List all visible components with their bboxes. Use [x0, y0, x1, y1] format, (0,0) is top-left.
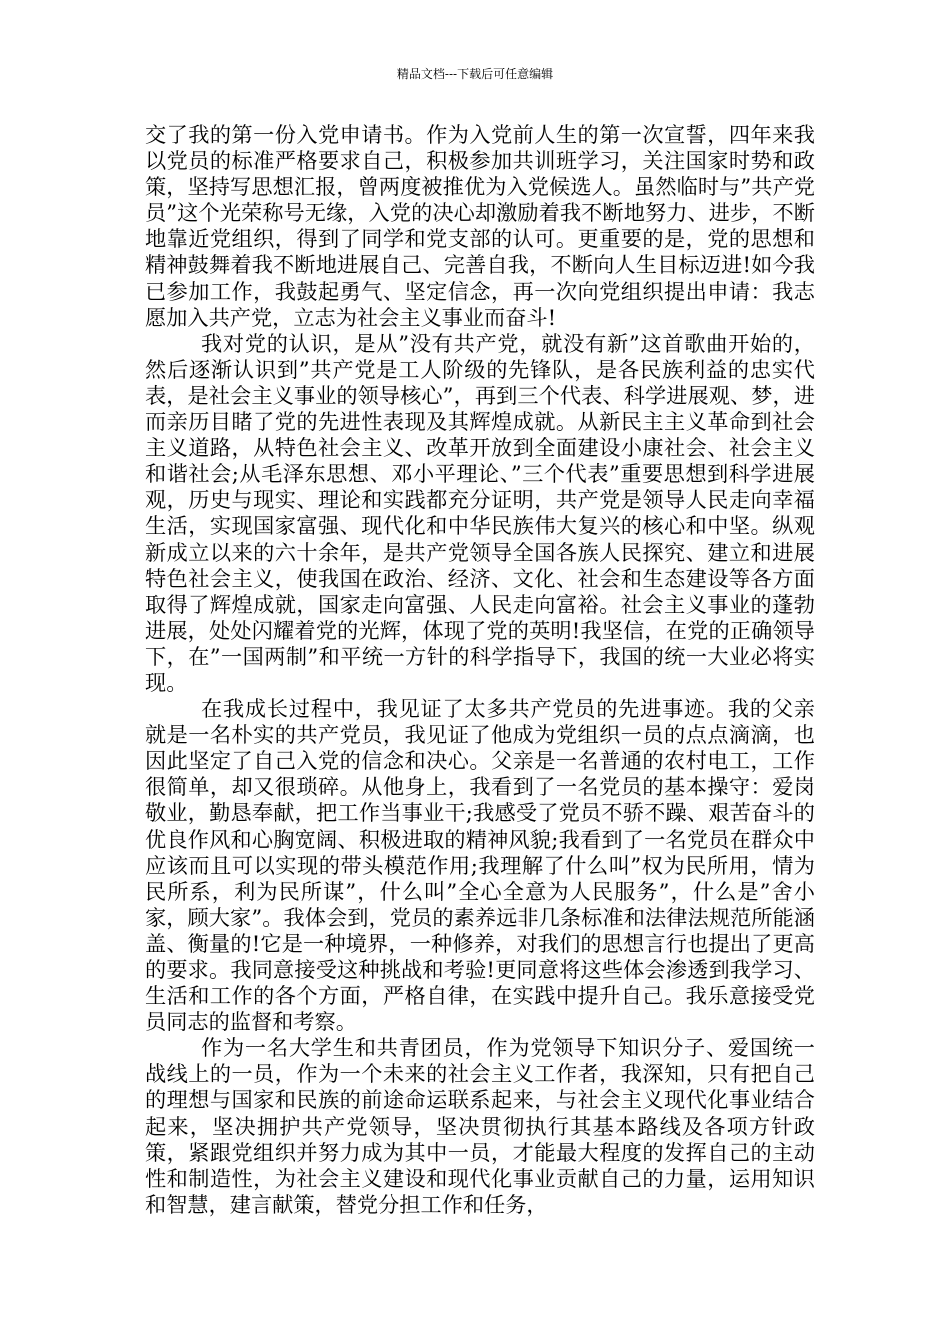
- document-body: [145, 122, 815, 1218]
- paragraph-2: 我对党的认识，是从”没有共产党，就没有新”这首歌曲开始的，然后逐渐认识到”共产党是工人阶级的先锋队，是各民族利益的忠实代表，是社会主义事业的领导核心”，再到三个代表、科学进展观、梦，进而亲历目睹了党的先进性表现及其辉煌成就。从新民主主义革命到社会主义道路，从特色社会主义、改革开放到全面建设小康社会、社会主义和谐社会;从毛泽东思想、邓小平理论、”三个代表”重要思想到科学进展观，历史与现实、理论和实践都充分证明，共产党是领导人民走向幸福生活，实现国家富强、现代化和中华民族伟大复兴的核心和中坚。纵观新成立以来的六十余年，是共产党领导全国各族人民探究、建立和进展特色社会主义，使我国在政治、经济、文化、社会和生态建设等各方面取得了辉煌成就，国家走向富强、人民走向富裕。社会主义事业的蓬勃进展，处处闪耀着党的光辉，体现了党的英明!我坚信，在党的正确领导下，在”一国两制”和平统一方针的科学指导下，我国的统一大业必将实现。: [145, 330, 815, 695]
- page-header: 精品文档---下载后可任意编辑: [396, 67, 554, 81]
- paragraph-3: 在我成长过程中，我见证了太多共产党员的先进事迹。我的父亲就是一名朴实的共产党员，我见证了他成为党组织一员的点点滴滴，也因此坚定了自己入党的信念和决心。父亲是一名普通的农村电工，工作很简单，却又很琐碎。从他身上，我看到了一名党员的基本操守：爱岗敬业，勤恳奉献，把工作当事业干;我感受了党员不骄不躁、艰苦奋斗的优良作风和心胸宽阔、积极进取的精神风貌;我看到了一名党员在群众中应该而且可以实现的带头模范作用;我理解了什么叫”权为民所用，情为民所系，利为民所谋”，什么叫”全心全意为人民服务”，什么是”舍小家，顾大家”。我体会到，党员的素养远非几条标准和法律法规范所能涵盖、衡量的!它是一种境界，一种修养，对我们的思想言行也提出了更高的要求。我同意接受这种挑战和考验!更同意将这些体会渗透到我学习、生活和工作的各个方面，严格自律，在实践中提升自己。我乐意接受党员同志的监督和考察。: [145, 696, 815, 1035]
- paragraph-1: 交了我的第一份入党申请书。作为入党前人生的第一次宣誓，四年来我以党员的标准严格要求自己，积极参加共训班学习，关注国家时势和政策，坚持写思想汇报，曾两度被推优为入党候选人。虽然临时与”共产党员”这个光荣称号无缘，入党的决心却激励着我不断地努力、进步，不断地靠近党组织，得到了同学和党支部的认可。更重要的是，党的思想和精神鼓舞着我不断地进展自己、完善自我，不断向人生目标迈进!如今我已参加工作，我鼓起勇气、坚定信念，再一次向党组织提出申请：我志愿加入共产党，立志为社会主义事业而奋斗!: [145, 122, 815, 330]
- paragraph-4: 作为一名大学生和共青团员，作为党领导下知识分子、爱国统一战线上的一员，作为一个未来的社会主义工作者，我深知，只有把自己的理想与国家和民族的前途命运联系起来，与社会主义现代化事业结合起来，坚决拥护共产党领导，坚决贯彻执行其基本路线及各项方针政策，紧跟党组织并努力成为其中一员，才能最大程度的发挥自己的主动性和制造性，为社会主义建设和现代化事业贡献自己的力量，运用知识和智慧，建言献策，替党分担工作和任务，: [145, 1035, 815, 1217]
